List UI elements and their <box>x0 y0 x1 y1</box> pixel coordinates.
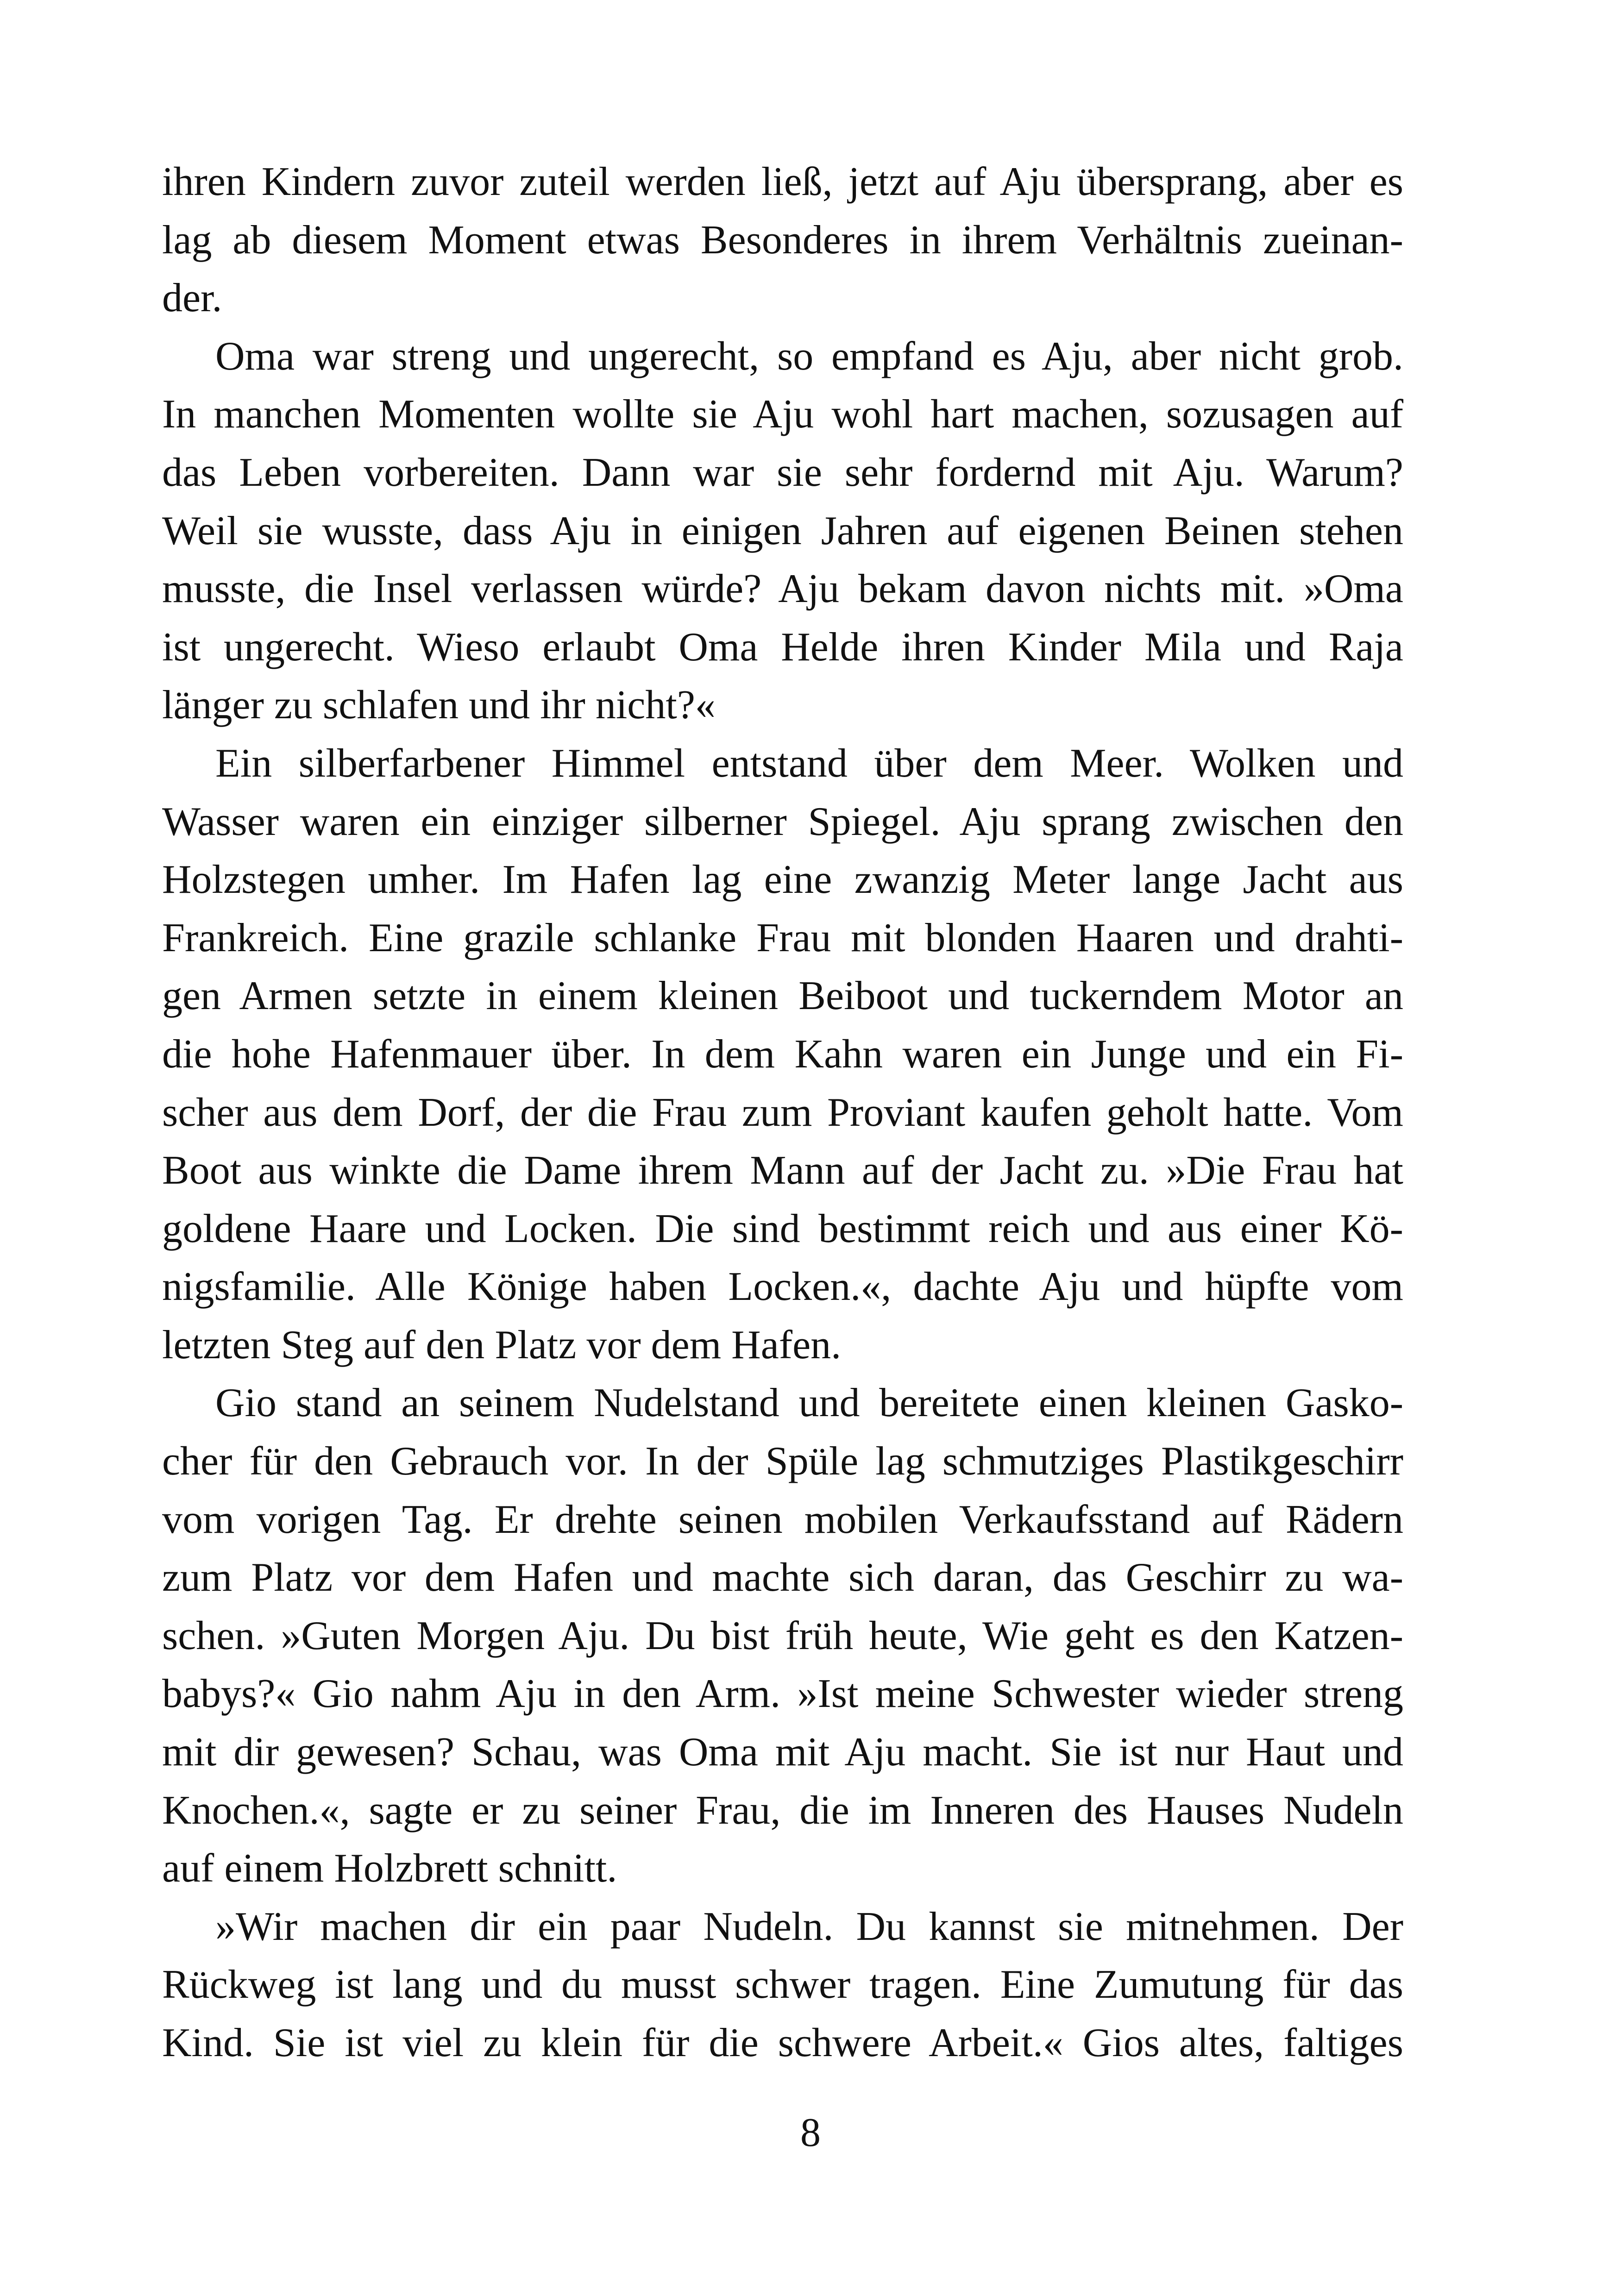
text-line: gen Armen setzte in einem kleinen Beiboot und tuckerndem Motor an <box>162 973 1403 1019</box>
text-line: Weil sie wusste, dass Aju in einigen Jahren auf eigenen Beinen stehen <box>162 508 1403 553</box>
text-line: Oma war streng und ungerecht, so empfand es Aju, aber nicht grob. <box>215 333 1403 379</box>
text-line: Boot aus winkte die Dame ihrem Mann auf der Jacht zu. »Die Frau hat <box>162 1148 1403 1193</box>
text-line: Holzstegen umher. Im Hafen lag eine zwanzig Meter lange Jacht aus <box>162 857 1403 903</box>
text-line: Frankreich. Eine grazile schlanke Frau mit blonden Haaren und drahti- <box>162 915 1403 960</box>
text-line: cher für den Gebrauch vor. In der Spüle lag schmutziges Plastikgeschirr <box>162 1439 1403 1484</box>
text-line: Ein silberfarbener Himmel entstand über dem Meer. Wolken und <box>215 740 1403 786</box>
text-line: In manchen Momenten wollte sie Aju wohl hart machen, sozusagen auf <box>162 392 1403 437</box>
text-line: zum Platz vor dem Hafen und machte sich daran, das Geschirr zu wa- <box>162 1555 1403 1600</box>
text-line: scher aus dem Dorf, der die Frau zum Proviant kaufen geholt hatte. Vom <box>162 1090 1403 1135</box>
text-line: der. <box>162 276 222 321</box>
page-number: 8 <box>800 2110 821 2155</box>
text-line: ist ungerecht. Wieso erlaubt Oma Helde ihren Kinder Mila und Raja <box>162 624 1403 670</box>
text-line: auf einem Holzbrett schnitt. <box>162 1846 617 1891</box>
text-line: letzten Steg auf den Platz vor dem Hafen. <box>162 1322 842 1368</box>
text-line: musste, die Insel verlassen würde? Aju bekam davon nichts mit. »Oma <box>162 566 1403 612</box>
text-line: lag ab diesem Moment etwas Besonderes in ihrem Verhältnis zueinan- <box>162 217 1403 263</box>
text-line: Knochen.«, sagte er zu seiner Frau, die im Inneren des Hauses Nudeln <box>162 1788 1403 1833</box>
text-line: Gio stand an seinem Nudelstand und bereitete einen kleinen Gasko- <box>215 1380 1403 1426</box>
text-line: mit dir gewesen? Schau, was Oma mit Aju macht. Sie ist nur Haut und <box>162 1730 1403 1775</box>
text-line: nigsfamilie. Alle Könige haben Locken.«, dachte Aju und hüpfte vom <box>162 1264 1403 1310</box>
text-line: Kind. Sie ist viel zu klein für die schwere Arbeit.« Gios altes, faltiges <box>162 2020 1403 2065</box>
text-line: länger zu schlafen und ihr nicht?« <box>162 683 716 728</box>
text-line: ihren Kindern zuvor zuteil werden ließ, jetzt auf Aju übersprang, aber es <box>162 159 1403 204</box>
text-line: goldene Haare und Locken. Die sind bestimmt reich und aus einer Kö- <box>162 1206 1403 1251</box>
text-line: Rückweg ist lang und du musst schwer tragen. Eine Zumutung für das <box>162 1962 1403 2007</box>
body-text <box>162 153 1403 2072</box>
text-line: das Leben vorbereiten. Dann war sie sehr fordernd mit Aju. Warum? <box>162 450 1403 495</box>
text-line: schen. »Guten Morgen Aju. Du bist früh heute, Wie geht es den Katzen- <box>162 1613 1403 1658</box>
text-line: »Wir machen dir ein paar Nudeln. Du kannst sie mitnehmen. Der <box>215 1904 1403 1949</box>
text-line: vom vorigen Tag. Er drehte seinen mobilen Verkaufsstand auf Rädern <box>162 1497 1403 1542</box>
text-line: die hohe Hafenmauer über. In dem Kahn waren ein Junge und ein Fi- <box>162 1031 1403 1077</box>
text-line: Wasser waren ein einziger silberner Spiegel. Aju sprang zwischen den <box>162 799 1403 844</box>
text-line: babys?« Gio nahm Aju in den Arm. »Ist meine Schwester wieder streng <box>162 1671 1403 1717</box>
